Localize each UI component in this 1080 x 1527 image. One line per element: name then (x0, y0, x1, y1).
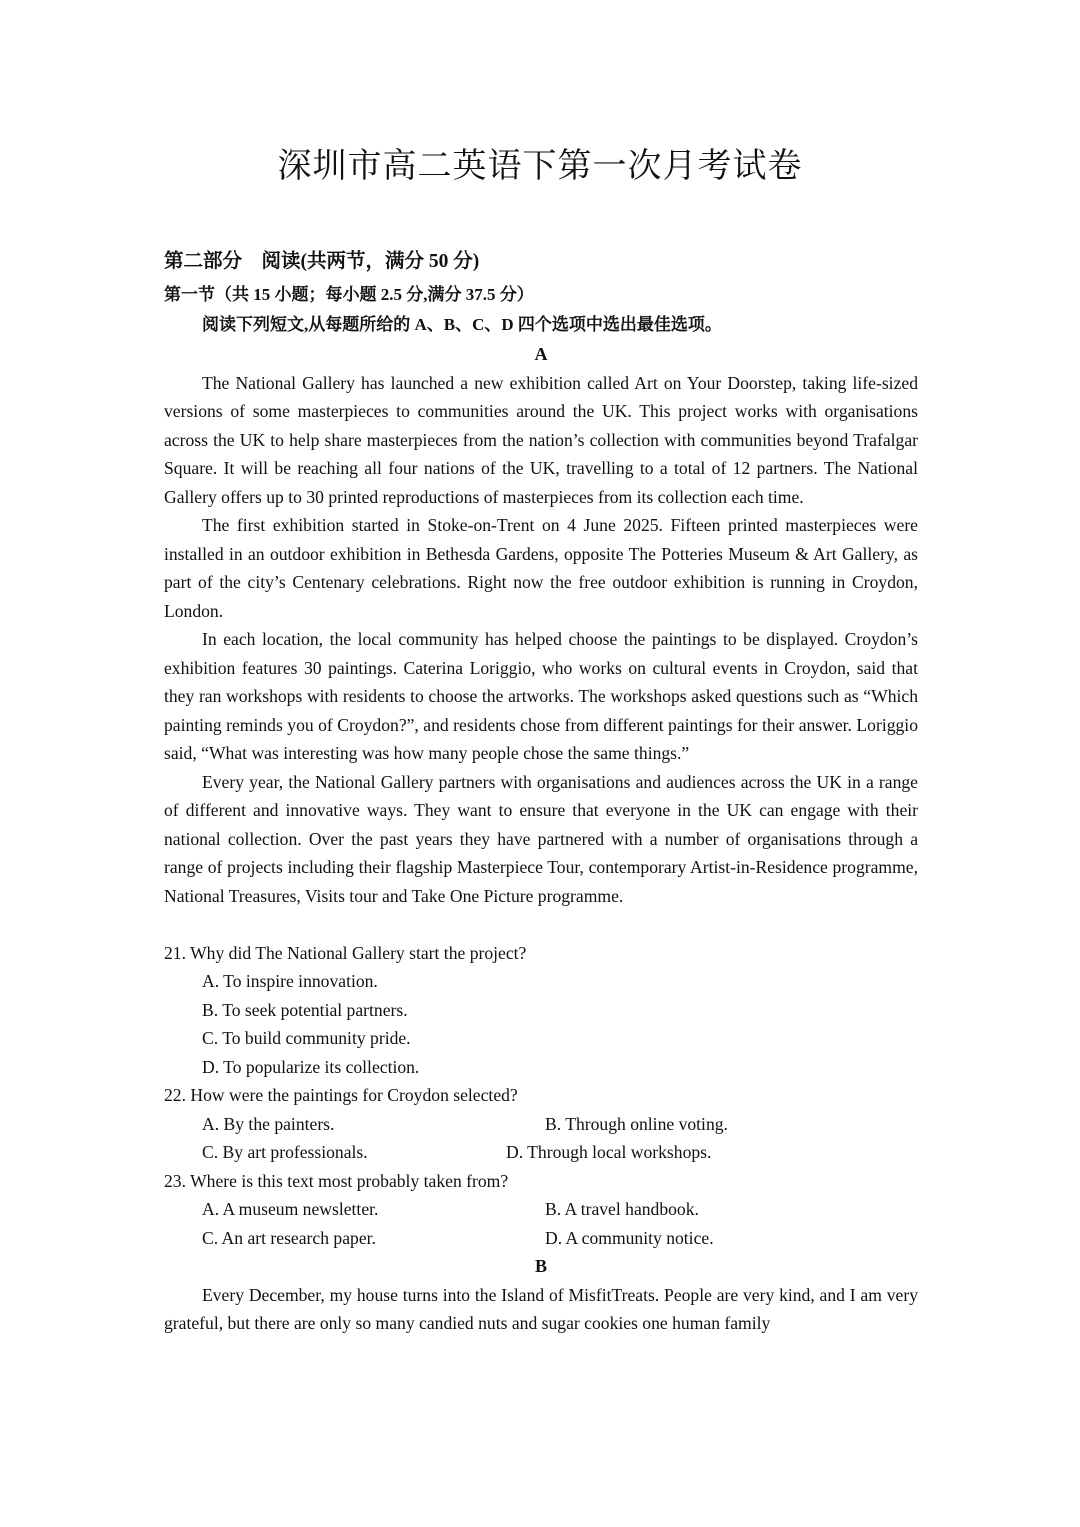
question-23-option-d: D. A community notice. (545, 1227, 714, 1248)
passage-a-paragraph-2: The first exhibition started in Stoke-on-Trent on 4 June 2025. Fifteen printed masterpieces were installed in an outdoor exhibition in Bethesda Gardens, opposite The Potteries Museum & Art Gallery, as part of the city’s Centenary celebrations. Right now the free outdoor exhibition is running in Croydon, London. (164, 515, 918, 621)
passage-a-letter: A (534, 344, 548, 364)
question-23-option-a: A. A museum newsletter. (202, 1199, 379, 1219)
part-heading: 第二部分 阅读(共两节，满分 50 分) (164, 251, 480, 272)
question-22-stem: 22. How were the paintings for Croydon selected? (164, 1085, 518, 1105)
question-21-option-a: A. To inspire innovation. (202, 971, 378, 991)
question-22-option-d: D. Through local workshops. (506, 1142, 712, 1162)
question-23-options-row-1 (164, 1195, 918, 1224)
section-heading: 第一节（共 15 小题；每小题 2.5 分,满分 37.5 分） (164, 285, 534, 304)
question-21-stem: 21. Why did The National Gallery start the project? (164, 942, 527, 963)
question-23-option-c: C. An art research paper. (202, 1227, 376, 1248)
question-21-option-b: B. To seek potential partners. (202, 999, 408, 1020)
question-23-stem: 23. Where is this text most probably taken from? (164, 1170, 509, 1191)
passage-a-paragraph-3: In each location, the local community has helped choose the paintings to be displayed. Croydon’s exhibition features 30 paintings. Caterina Loriggio, who works on cultural events in Croydon, said that they ran workshops with residents to choose the artworks. The workshops asked questions such as “Which painting reminds you of Croydon?”, and residents chose from different paintings for their answer. Loriggio said, “What was interesting was how many people chose the same things.” (164, 629, 918, 763)
question-21-option-d: D. To popularize its collection. (202, 1056, 420, 1077)
question-22-options-row-1 (164, 1110, 918, 1139)
question-23-option-b: B. A travel handbook. (545, 1199, 699, 1219)
question-22-option-b: B. Through online voting. (545, 1113, 728, 1134)
passage-b-letter: B (534, 1256, 547, 1276)
passage-b-paragraph-1: Every December, my house turns into the Island of MisfitTreats. People are very kind, and I am very grateful, but there are only so many candied nuts and sugar cookies one human family (164, 1284, 918, 1333)
question-22-options-row-2 (164, 1138, 918, 1167)
passage-a-paragraph-4: Every year, the National Gallery partners with organisations and audiences across the UK in a range of different and innovative ways. They want to ensure that everyone in the UK can engage with their national collection. Over the past years they have partnered with a number of organisations through a range of projects including their flagship Masterpiece Tour, contemporary Artist-in-Residence programme, National Treasures, Visits tour and Take One Picture programme. (164, 771, 918, 906)
spacer (164, 910, 918, 939)
exam-title: 深圳市高二英语下第一次月考试卷 (277, 146, 803, 186)
question-22-option-a: A. By the painters. (202, 1113, 335, 1134)
question-22-option-c: C. By art professionals. (202, 1142, 368, 1162)
passage-a-paragraph-1: The National Gallery has launched a new exhibition called Art on Your Doorstep, taking life-sized versions of some masterpieces to communities around the UK. This project works with organisations across the UK to help share masterpieces from the nation’s collection with communities beyond Trafalgar Square. It will be reaching all four nations of the UK, travelling to a total of 12 partners. The National Gallery offers up to 30 printed reproductions of masterpieces from its collection each time. (164, 372, 918, 507)
instruction-text: 阅读下列短文,从每题所给的 A、B、C、D 四个选项中选出最佳选项。 (202, 315, 722, 334)
exam-content (164, 244, 918, 1338)
question-23-options-row-2 (164, 1224, 918, 1253)
question-21-option-c: C. To build community pride. (202, 1028, 411, 1048)
